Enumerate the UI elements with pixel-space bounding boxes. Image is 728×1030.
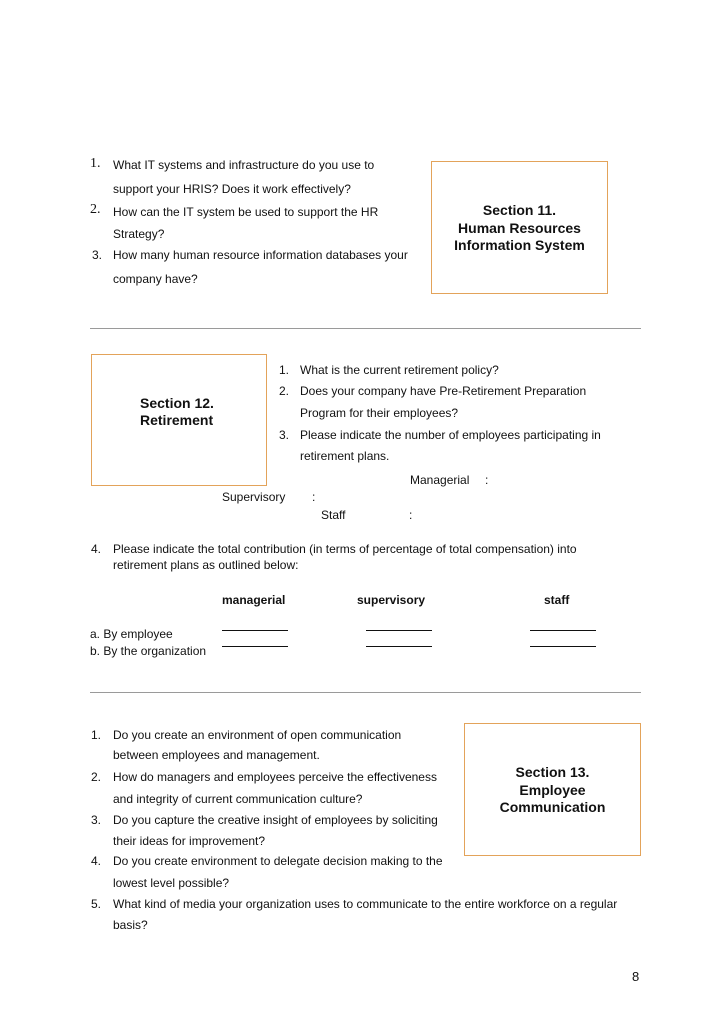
question-text: Do you capture the creative insight of employees by soliciting — [113, 813, 438, 827]
answer-line[interactable] — [222, 630, 288, 631]
question-text: Please indicate the number of employees participating in — [300, 428, 601, 442]
question-text: Strategy? — [113, 227, 165, 241]
question-text: lowest level possible? — [113, 876, 230, 890]
row-label-organization: b. By the organization — [90, 644, 207, 658]
section-title: Information System — [454, 237, 585, 253]
question-text: What is the current retirement policy? — [300, 363, 499, 377]
section-title-box — [91, 354, 267, 486]
question-text: Do you create environment to delegate decision making to the — [113, 854, 443, 868]
question-number: 2. — [90, 202, 101, 217]
divider — [90, 692, 641, 693]
question-number: 2. — [91, 770, 102, 784]
answer-line[interactable] — [530, 646, 596, 647]
question-number: 2. — [279, 384, 290, 398]
section-title-box — [431, 161, 608, 294]
question-text: Does your company have Pre-Retirement Preparation — [300, 384, 587, 398]
answer-line[interactable] — [366, 630, 432, 631]
section-title: Employee — [519, 782, 586, 798]
question-text: their ideas for improvement? — [113, 834, 266, 848]
question-text: Please indicate the total contribution (in terms of percentage of total compensation) into — [113, 542, 577, 556]
question-text: between employees and management. — [113, 748, 320, 762]
question-number: 3. — [91, 813, 102, 827]
section-title: Human Resources — [458, 220, 581, 236]
question-number: 1. — [90, 156, 101, 171]
question-text: basis? — [113, 918, 148, 932]
question-number: 4. — [91, 854, 102, 868]
column-header-managerial: managerial — [222, 593, 286, 607]
question-text: What kind of media your organization uses to communicate to the entire workforce on a regular — [113, 897, 618, 911]
section-title: Section 12. — [140, 395, 214, 411]
colon: : — [409, 508, 413, 522]
section-title: Retirement — [140, 412, 214, 428]
question-number: 3. — [92, 248, 103, 262]
question-number: 1. — [91, 728, 102, 742]
question-number: 5. — [91, 897, 102, 911]
question-text: How many human resource information databases your — [113, 248, 408, 262]
question-text: Do you create an environment of open communication — [113, 728, 402, 742]
question-text: company have? — [113, 272, 198, 286]
colon: : — [312, 490, 316, 504]
answer-line[interactable] — [366, 646, 432, 647]
question-text: How can the IT system be used to support the HR — [113, 205, 379, 219]
colon: : — [485, 473, 489, 487]
question-text: Program for their employees? — [300, 406, 459, 420]
section-title: Section 13. — [515, 764, 590, 780]
staff-label: Staff — [321, 508, 346, 522]
section-title-box — [464, 723, 641, 856]
question-text: What IT systems and infrastructure do you use to — [113, 158, 375, 172]
question-text: How do managers and employees perceive the effectiveness — [113, 770, 437, 784]
section-title: Communication — [499, 799, 606, 815]
question-number: 3. — [279, 428, 290, 442]
section-title: Section 11. — [482, 202, 557, 218]
question-text: retirement plans. — [300, 449, 390, 463]
managerial-label: Managerial — [410, 473, 470, 487]
page-number: 8 — [632, 969, 640, 984]
column-header-supervisory: supervisory — [357, 593, 426, 607]
question-text: and integrity of current communication culture? — [113, 792, 363, 806]
divider — [90, 328, 641, 329]
supervisory-label: Supervisory — [222, 490, 286, 504]
answer-line[interactable] — [530, 630, 596, 631]
question-number: 4. — [91, 542, 102, 556]
question-number: 1. — [279, 363, 290, 377]
row-label-employee: a. By employee — [90, 627, 173, 641]
column-header-staff: staff — [544, 593, 570, 607]
question-text: support your HRIS? Does it work effectively? — [113, 182, 351, 196]
question-text: retirement plans as outlined below: — [113, 558, 299, 572]
answer-line[interactable] — [222, 646, 288, 647]
